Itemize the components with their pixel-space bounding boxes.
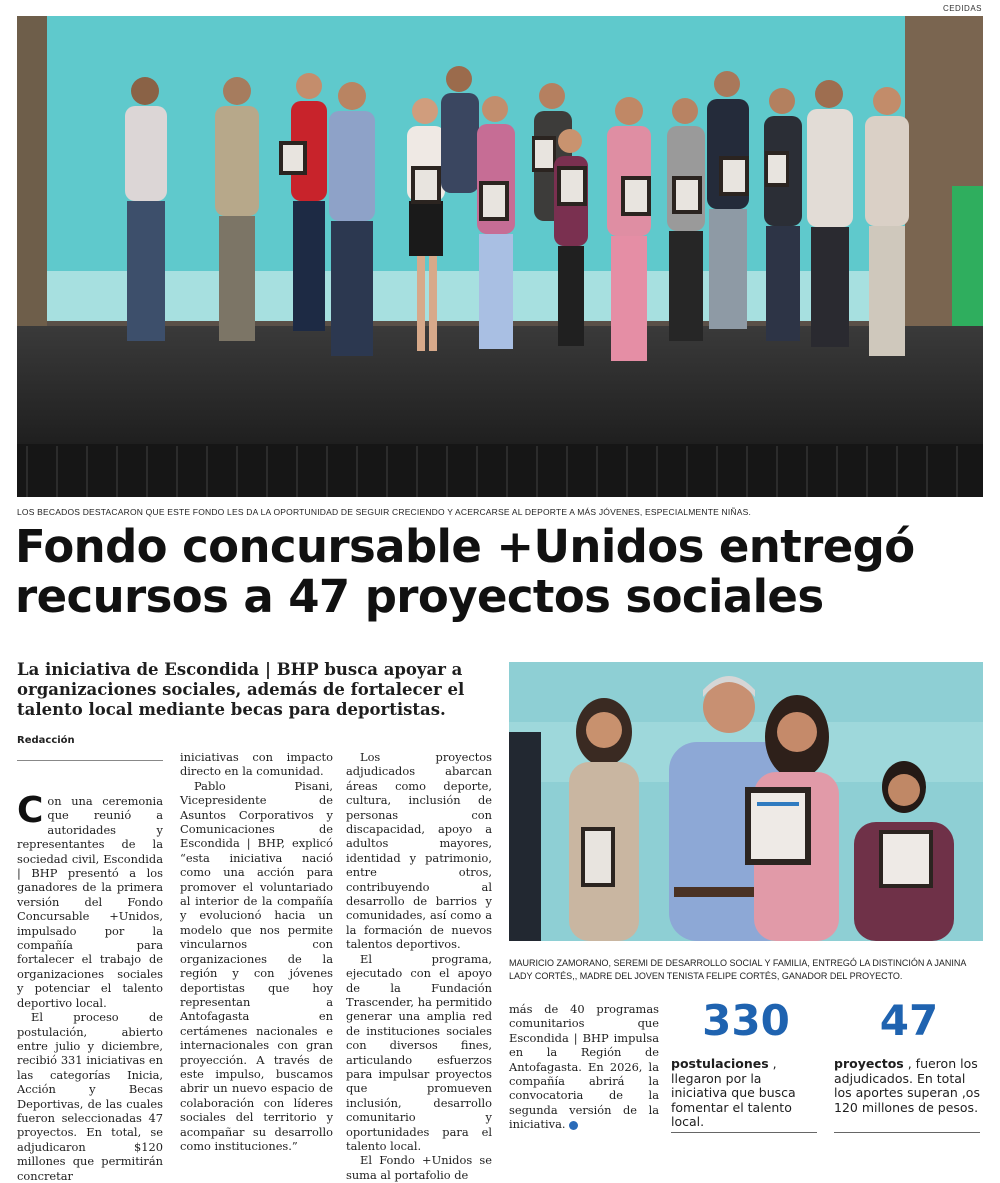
secondary-photo-caption: MAURICIO ZAMORANO, SEREMI DE DESARROLLO SOCIAL Y FAMILIA, ENTREGÓ LA DISTINCIÓN A JANINA LADY CORTÉS,, MADRE DEL JOVEN TENISTA FELIPE CORTÉS, GANADOR DEL PROYECTO.: [509, 958, 966, 981]
photo-caption: LOS BECADOS DESTACARON QUE ESTE FONDO LES DA LA OPORTUNIDAD DE SEGUIR CRECIENDO Y ACERCARSE AL DEPORTE A MÁS JÓVENES, ESPECIALMENTE NIÑAS.: [17, 507, 752, 517]
body-column-2: [180, 750, 333, 1153]
body-column-3: [346, 750, 492, 1182]
stat-divider: [671, 1132, 817, 1133]
stat-description: proyectos , fueron los adjudicados. En total los aportes superan ,os 120 millones de pesos.: [834, 1056, 980, 1115]
main-photo: [17, 16, 983, 497]
secondary-photo: [509, 662, 983, 941]
body-paragraph: El Fondo +Unidos se suma al portafolio de: [346, 1153, 492, 1182]
headline: [15, 522, 985, 622]
byline: Redacción: [17, 735, 163, 761]
stat-description: postulaciones , llegaron por la iniciativa que busca fomentar el talento local.: [671, 1056, 796, 1130]
stat-box-proyectos: [834, 995, 984, 1115]
deck-subtitle: La iniciativa de Escondida | BHP busca apoyar a organizaciones sociales, además de fortalecer el talento local mediante becas para deportistas.: [17, 660, 465, 719]
end-mark-icon: [569, 1121, 578, 1130]
body-paragraph: más de 40 programas comunitarios que Escondida | BHP impulsa en la Región de Antofagasta. En 2026, la compañía abrirá la convocatoria de la segunda versión de la iniciativa.: [509, 1002, 659, 1132]
headline-line-1: Fondo concursable +Unidos entregó: [15, 520, 915, 573]
headline-line-2: recursos a 47 proyectos sociales: [15, 570, 824, 623]
stat-number: 47: [879, 996, 939, 1045]
body-paragraph: Los proyectos adjudicados abarcan áreas como deporte, cultura, inclusión de personas con discapacidad, apoyo a adultos mayores, identidad y patrimonio, entre otros, contribuyendo al desarrollo de barrios y comunidades, así como a la formación de nuevos talentos deportivos.: [346, 750, 492, 952]
body-paragraph: El proceso de postulación, abierto entre julio y diciembre, recibió 331 iniciativas en las categorías Inicia, Acción y Becas Deportivas, de las cuales fueron seleccionadas 47 proyectos. En total, se adjudicaron $120 millones que permitirán concretar: [17, 1010, 163, 1183]
drop-cap: C: [17, 790, 44, 831]
body-paragraph: iniciativas con impacto directo en la comunidad.: [180, 750, 333, 779]
body-paragraph: Pablo Pisani, Vicepresidente de Asuntos Corporativos y Comunicaciones de Escondida | BHP, explicó “esta iniciativa nació como una acción para promover el voluntariado al interior de la compañía y evolucionó hacia un modelo que nos permite vincularnos con organizaciones de la región y con jóvenes deportistas que hoy representan a Antofagasta en certámenes nacionales e internacionales con gran proyección. A través de este impulso, buscamos abrir un nuevo espacio de colaboración con líderes sociales del territorio y acompañar su desarrollo como instituciones.”: [180, 778, 333, 1153]
body-column-1: [17, 790, 163, 1183]
stat-number: 330: [702, 996, 790, 1045]
body-column-4: [509, 1002, 659, 1132]
main-photo-illustration: [17, 16, 983, 497]
secondary-photo-illustration: [509, 662, 983, 941]
body-paragraph: El programa, ejecutado con el apoyo de la Fundación Trascender, ha permitido generar una amplia red de instituciones sociales con diversos fines, articulando esfuerzos para impulsar proyectos que promueven inclusión, desarrollo comunitario y oportunidades para el talento local.: [346, 951, 492, 1153]
woman-left: [569, 698, 639, 941]
stat-box-postulaciones: [671, 995, 821, 1130]
stat-divider: [834, 1132, 980, 1133]
section-tag: CEDIDAS: [942, 4, 982, 13]
body-paragraph: Con una ceremonia que reunió a autoridades y representantes de la sociedad civil, Escondida | BHP presentó a los ganadores de la primera versión del Fondo Concursable +Unidos, impulsado por la compañía para fortalecer el trabajo de organizaciones sociales y potenciar el talento deportivo local.: [17, 790, 163, 1010]
